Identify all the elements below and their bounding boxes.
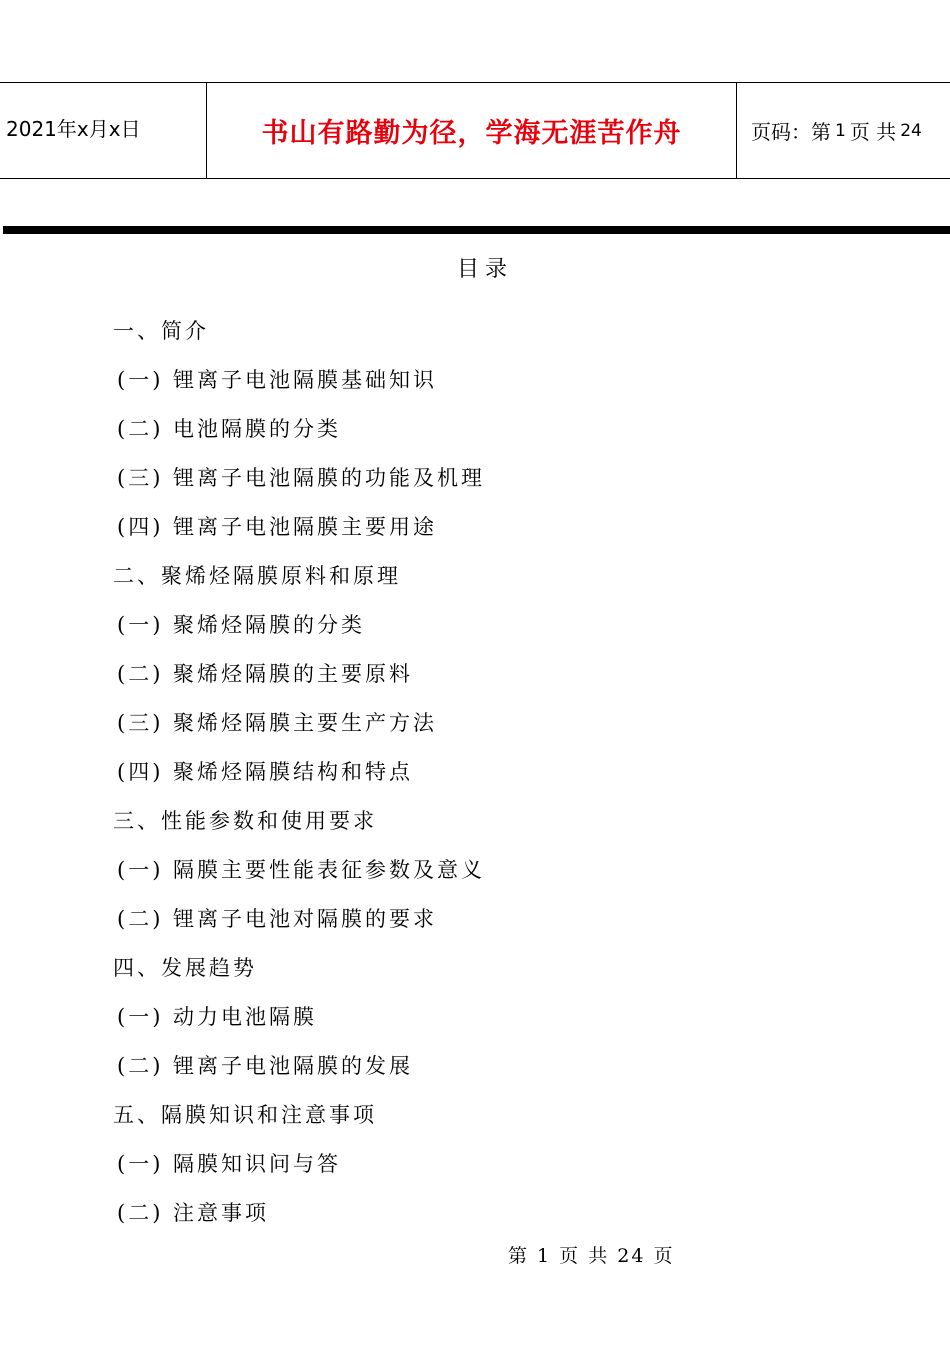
toc-item[interactable]: (四) 锂离子电池隔膜主要用途 — [117, 515, 438, 539]
toc-item[interactable]: 二、聚烯烃隔膜原料和原理 — [113, 564, 401, 588]
toc-item[interactable]: 四、发展趋势 — [113, 956, 257, 980]
header-page-current: 1 — [835, 120, 846, 141]
toc-item[interactable]: (二) 锂离子电池隔膜的发展 — [117, 1054, 414, 1078]
header-page-prefix: 页码：第 — [751, 120, 831, 144]
header-motto: 书山有路勤为径，学海无涯苦作舟 — [261, 118, 682, 149]
toc-item[interactable]: 五、隔膜知识和注意事项 — [113, 1103, 377, 1127]
header-date: 2021年x月x日 — [6, 117, 141, 141]
header-motto-cell — [207, 83, 737, 178]
toc-item[interactable]: (二) 聚烯烃隔膜的主要原料 — [117, 662, 414, 686]
header-date-cell — [0, 83, 207, 178]
page-header — [0, 82, 950, 179]
toc-list — [113, 314, 485, 1245]
page-footer: 第 1 页 共 24 页 — [508, 1245, 675, 1267]
toc-item[interactable]: (一) 锂离子电池隔膜基础知识 — [117, 368, 438, 392]
toc-item[interactable]: 一、简介 — [113, 319, 209, 343]
toc-item[interactable]: (二) 电池隔膜的分类 — [117, 417, 342, 441]
toc-item[interactable]: (一) 聚烯烃隔膜的分类 — [117, 613, 366, 637]
toc-item[interactable]: (一) 动力电池隔膜 — [117, 1005, 318, 1029]
header-page-middle: 页 共 — [849, 120, 897, 144]
toc-item[interactable]: (三) 聚烯烃隔膜主要生产方法 — [117, 711, 438, 735]
toc-title: 目录 — [456, 257, 513, 282]
header-page-cell — [737, 83, 950, 178]
header-page-total: 24 — [900, 120, 922, 141]
toc-item[interactable]: (一) 隔膜主要性能表征参数及意义 — [117, 858, 486, 882]
toc-item[interactable]: (二) 注意事项 — [117, 1201, 270, 1225]
toc-item[interactable]: 三、性能参数和使用要求 — [113, 809, 377, 833]
toc-item[interactable]: (四) 聚烯烃隔膜结构和特点 — [117, 760, 414, 784]
toc-item[interactable]: (三) 锂离子电池隔膜的功能及机理 — [117, 466, 486, 490]
toc-item[interactable]: (一) 隔膜知识问与答 — [117, 1152, 342, 1176]
toc-item[interactable]: (二) 锂离子电池对隔膜的要求 — [117, 907, 438, 931]
header-divider — [3, 226, 950, 234]
